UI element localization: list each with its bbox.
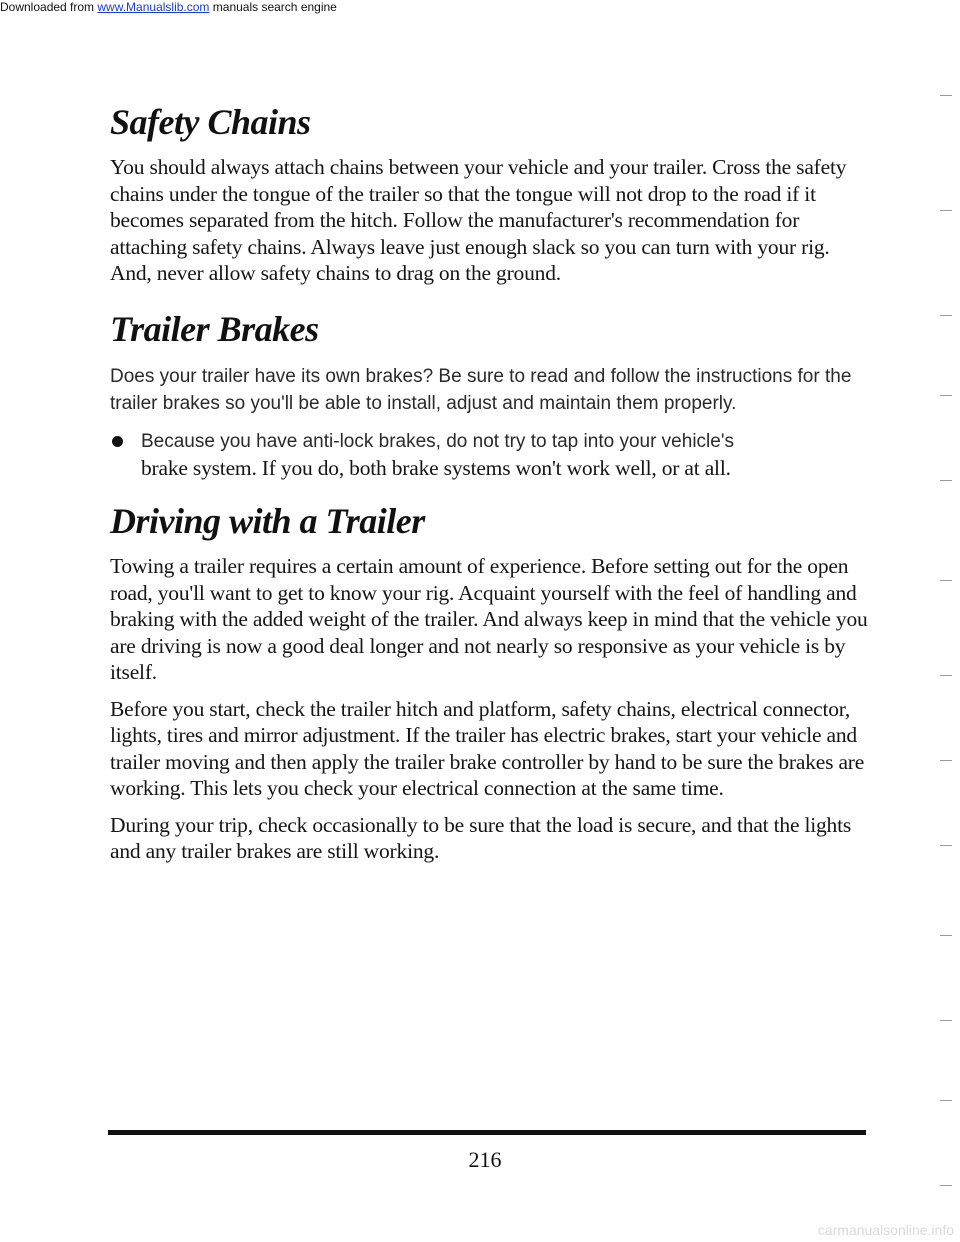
banner-prefix: Downloaded from: [0, 0, 98, 14]
list-item: [110, 427, 870, 482]
margin-tick: [940, 315, 952, 316]
download-banner: [0, 0, 337, 14]
bullet-text-part1: Because you have anti-lock brakes, do not try to tap into your vehicle's: [141, 430, 734, 452]
section-title-safety-chains: Safety Chains: [110, 102, 311, 142]
section-title-driving-with-trailer: Driving with a Trailer: [110, 501, 425, 541]
section-title-trailer-brakes: Trailer Brakes: [110, 308, 319, 349]
watermark: carmanualsonline.info: [817, 1222, 954, 1238]
margin-tick: [940, 210, 952, 211]
margin-tick: [940, 935, 952, 936]
margin-tick: [940, 1100, 952, 1101]
banner-suffix: manuals search engine: [209, 0, 337, 14]
page-number: 216: [468, 1147, 502, 1172]
margin-tick: [940, 395, 952, 396]
margin-tick: [940, 95, 952, 96]
page-content: [110, 100, 870, 865]
manualslib-link[interactable]: www.Manualslib.com: [97, 0, 210, 14]
driving-paragraph-3: During your trip, check occasionally to be sure that the load is secure, and that the lights and any trailer brakes are still working.: [110, 812, 852, 863]
bullet-text-part2: brake system. If you do, both brake systems won't work well, or at all.: [141, 455, 731, 480]
margin-tick: [940, 1020, 952, 1021]
bullet-icon: [112, 436, 123, 447]
margin-tick: [940, 675, 952, 676]
trailer-brakes-paragraph: Does your trailer have its own brakes? Be sure to read and follow the instructions for the trailer brakes so you'll be able to install, adjust and maintain them properly.: [110, 365, 852, 414]
bullet-text: [141, 427, 870, 482]
margin-tick: [940, 845, 952, 846]
margin-ticks: [930, 0, 960, 1242]
margin-tick: [940, 580, 952, 581]
driving-paragraph-2: Before you start, check the trailer hitch and platform, safety chains, electrical connector, lights, tires and mirror adjustment. If the trailer has electric brakes, start your vehicle and trailer moving and then apply the trailer brake controller by hand to be sure the brakes are working. This lets you check your electrical connection at the same time.: [110, 696, 865, 800]
footer-rule: [108, 1130, 866, 1135]
margin-tick: [940, 480, 952, 481]
driving-paragraph-1: Towing a trailer requires a certain amount of experience. Before setting out for the open road, you'll want to get to know your rig. Acquaint yourself with the feel of handling and braking with the added weight of the trailer. And always keep in mind that the vehicle you are driving is now a good deal longer and not nearly so responsive as your vehicle is by itself.: [110, 554, 868, 684]
margin-tick: [940, 1185, 952, 1186]
margin-tick: [940, 760, 952, 761]
safety-chains-paragraph: You should always attach chains between your vehicle and your trailer. Cross the safety chains under the tongue of the trailer so that the tongue will not drop to the road if it becomes separated from the hitch. Follow the manufacturer's recommendation for attaching safety chains. Always leave just enough slack so you can turn with your rig. And, never allow safety chains to drag on the ground.: [110, 155, 847, 285]
